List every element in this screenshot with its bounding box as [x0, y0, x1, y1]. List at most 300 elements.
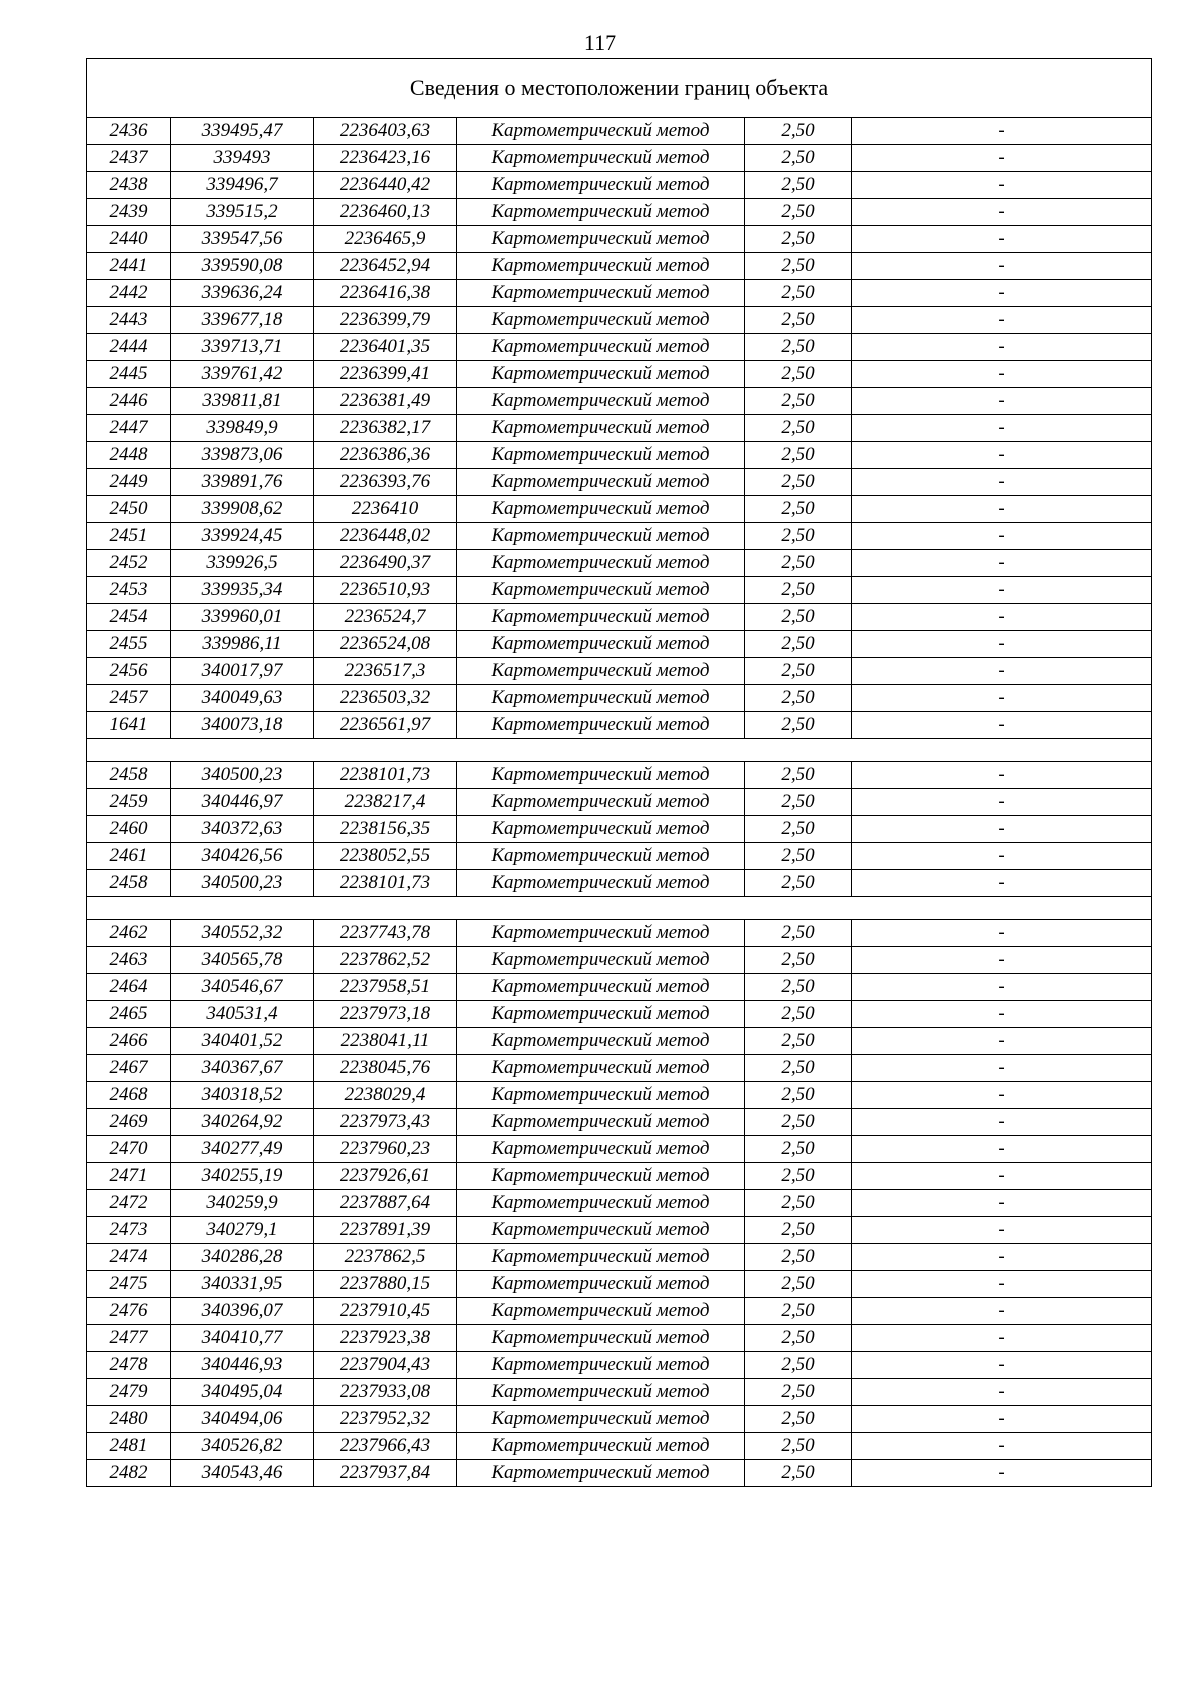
accuracy-cell: 2,50 [745, 843, 852, 870]
description-cell: - [852, 253, 1152, 280]
y-coordinate-cell: 2236399,41 [314, 361, 457, 388]
table-row [87, 577, 1152, 604]
y-coordinate-cell: 2237904,43 [314, 1352, 457, 1379]
x-coordinate-cell: 340279,1 [171, 1217, 314, 1244]
point-number-cell: 2474 [87, 1244, 171, 1271]
y-coordinate-cell: 2237743,78 [314, 920, 457, 947]
point-number-cell: 2482 [87, 1460, 171, 1487]
method-cell: Картометрический метод [457, 658, 745, 685]
description-cell: - [852, 1001, 1152, 1028]
description-cell: - [852, 712, 1152, 739]
table-row [87, 658, 1152, 685]
method-cell: Картометрический метод [457, 1433, 745, 1460]
method-cell: Картометрический метод [457, 604, 745, 631]
description-cell: - [852, 1190, 1152, 1217]
description-cell: - [852, 685, 1152, 712]
y-coordinate-cell: 2236465,9 [314, 226, 457, 253]
method-cell: Картометрический метод [457, 361, 745, 388]
x-coordinate-cell: 340017,97 [171, 658, 314, 685]
table-row [87, 1244, 1152, 1271]
x-coordinate-cell: 340494,06 [171, 1406, 314, 1433]
accuracy-cell: 2,50 [745, 1325, 852, 1352]
method-cell: Картометрический метод [457, 145, 745, 172]
x-coordinate-cell: 340446,93 [171, 1352, 314, 1379]
accuracy-cell: 2,50 [745, 712, 852, 739]
point-number-cell: 2451 [87, 523, 171, 550]
description-cell: - [852, 577, 1152, 604]
accuracy-cell: 2,50 [745, 1217, 852, 1244]
y-coordinate-cell: 2237923,38 [314, 1325, 457, 1352]
table-row [87, 947, 1152, 974]
method-cell: Картометрический метод [457, 442, 745, 469]
accuracy-cell: 2,50 [745, 631, 852, 658]
point-number-cell: 2455 [87, 631, 171, 658]
accuracy-cell: 2,50 [745, 1082, 852, 1109]
y-coordinate-cell: 2238041,11 [314, 1028, 457, 1055]
point-number-cell: 2473 [87, 1217, 171, 1244]
accuracy-cell: 2,50 [745, 496, 852, 523]
point-number-cell: 2454 [87, 604, 171, 631]
description-cell: - [852, 870, 1152, 897]
accuracy-cell: 2,50 [745, 442, 852, 469]
method-cell: Картометрический метод [457, 1001, 745, 1028]
accuracy-cell: 2,50 [745, 1028, 852, 1055]
accuracy-cell: 2,50 [745, 1136, 852, 1163]
table-row [87, 1352, 1152, 1379]
table-row [87, 816, 1152, 843]
x-coordinate-cell: 340264,92 [171, 1109, 314, 1136]
point-number-cell: 2462 [87, 920, 171, 947]
x-coordinate-cell: 340495,04 [171, 1379, 314, 1406]
table-row [87, 604, 1152, 631]
y-coordinate-cell: 2236440,42 [314, 172, 457, 199]
description-cell: - [852, 1271, 1152, 1298]
method-cell: Картометрический метод [457, 1055, 745, 1082]
x-coordinate-cell: 339924,45 [171, 523, 314, 550]
method-cell: Картометрический метод [457, 789, 745, 816]
y-coordinate-cell: 2237973,18 [314, 1001, 457, 1028]
description-cell: - [852, 118, 1152, 145]
table-row [87, 496, 1152, 523]
table-row [87, 631, 1152, 658]
method-cell: Картометрический метод [457, 685, 745, 712]
x-coordinate-cell: 340318,52 [171, 1082, 314, 1109]
description-cell: - [852, 1298, 1152, 1325]
accuracy-cell: 2,50 [745, 172, 852, 199]
y-coordinate-cell: 2236423,16 [314, 145, 457, 172]
table-row [87, 870, 1152, 897]
table-row [87, 762, 1152, 789]
y-coordinate-cell: 2237937,84 [314, 1460, 457, 1487]
method-cell: Картометрический метод [457, 631, 745, 658]
point-number-cell: 2465 [87, 1001, 171, 1028]
description-cell: - [852, 1460, 1152, 1487]
point-number-cell: 2439 [87, 199, 171, 226]
y-coordinate-cell: 2236382,17 [314, 415, 457, 442]
y-coordinate-cell: 2237891,39 [314, 1217, 457, 1244]
accuracy-cell: 2,50 [745, 870, 852, 897]
accuracy-cell: 2,50 [745, 1352, 852, 1379]
table-row [87, 1190, 1152, 1217]
method-cell: Картометрический метод [457, 496, 745, 523]
method-cell: Картометрический метод [457, 226, 745, 253]
description-cell: - [852, 974, 1152, 1001]
x-coordinate-cell: 339713,71 [171, 334, 314, 361]
method-cell: Картометрический метод [457, 550, 745, 577]
accuracy-cell: 2,50 [745, 415, 852, 442]
method-cell: Картометрический метод [457, 334, 745, 361]
accuracy-cell: 2,50 [745, 577, 852, 604]
table-row [87, 1433, 1152, 1460]
x-coordinate-cell: 339515,2 [171, 199, 314, 226]
accuracy-cell: 2,50 [745, 361, 852, 388]
description-cell: - [852, 523, 1152, 550]
accuracy-cell: 2,50 [745, 1271, 852, 1298]
x-coordinate-cell: 339986,11 [171, 631, 314, 658]
y-coordinate-cell: 2238029,4 [314, 1082, 457, 1109]
description-cell: - [852, 1379, 1152, 1406]
x-coordinate-cell: 339849,9 [171, 415, 314, 442]
method-cell: Картометрический метод [457, 577, 745, 604]
point-number-cell: 2480 [87, 1406, 171, 1433]
accuracy-cell: 2,50 [745, 816, 852, 843]
page-number: 117 [583, 30, 617, 55]
y-coordinate-cell: 2236524,7 [314, 604, 457, 631]
point-number-cell: 2463 [87, 947, 171, 974]
table-row [87, 442, 1152, 469]
y-coordinate-cell: 2237966,43 [314, 1433, 457, 1460]
method-cell: Картометрический метод [457, 469, 745, 496]
table-row [87, 1271, 1152, 1298]
description-cell: - [852, 415, 1152, 442]
y-coordinate-cell: 2236503,32 [314, 685, 457, 712]
table-row [87, 920, 1152, 947]
x-coordinate-cell: 340277,49 [171, 1136, 314, 1163]
method-cell: Картометрический метод [457, 1217, 745, 1244]
table-row [87, 685, 1152, 712]
accuracy-cell: 2,50 [745, 1190, 852, 1217]
table-row [87, 974, 1152, 1001]
y-coordinate-cell: 2237952,32 [314, 1406, 457, 1433]
table-row [87, 388, 1152, 415]
x-coordinate-cell: 340531,4 [171, 1001, 314, 1028]
description-cell: - [852, 1082, 1152, 1109]
table-row [87, 226, 1152, 253]
table-row [87, 1082, 1152, 1109]
y-coordinate-cell: 2237958,51 [314, 974, 457, 1001]
accuracy-cell: 2,50 [745, 789, 852, 816]
y-coordinate-cell: 2236510,93 [314, 577, 457, 604]
table-row [87, 469, 1152, 496]
table-row [87, 1379, 1152, 1406]
point-number-cell: 2448 [87, 442, 171, 469]
description-cell: - [852, 762, 1152, 789]
method-cell: Картометрический метод [457, 816, 745, 843]
accuracy-cell: 2,50 [745, 388, 852, 415]
accuracy-cell: 2,50 [745, 145, 852, 172]
accuracy-cell: 2,50 [745, 253, 852, 280]
y-coordinate-cell: 2236460,13 [314, 199, 457, 226]
method-cell: Картометрический метод [457, 415, 745, 442]
table-row [87, 1460, 1152, 1487]
method-cell: Картометрический метод [457, 1163, 745, 1190]
y-coordinate-cell: 2238156,35 [314, 816, 457, 843]
description-cell: - [852, 1244, 1152, 1271]
point-number-cell: 2444 [87, 334, 171, 361]
y-coordinate-cell: 2236401,35 [314, 334, 457, 361]
x-coordinate-cell: 339873,06 [171, 442, 314, 469]
point-number-cell: 2438 [87, 172, 171, 199]
table-row [87, 415, 1152, 442]
point-number-cell: 2442 [87, 280, 171, 307]
description-cell: - [852, 1433, 1152, 1460]
description-cell: - [852, 816, 1152, 843]
description-cell: - [852, 145, 1152, 172]
x-coordinate-cell: 340367,67 [171, 1055, 314, 1082]
point-number-cell: 2469 [87, 1109, 171, 1136]
description-cell: - [852, 789, 1152, 816]
y-coordinate-cell: 2238052,55 [314, 843, 457, 870]
table-row [87, 334, 1152, 361]
accuracy-cell: 2,50 [745, 920, 852, 947]
point-number-cell: 2458 [87, 870, 171, 897]
x-coordinate-cell: 340565,78 [171, 947, 314, 974]
accuracy-cell: 2,50 [745, 1379, 852, 1406]
point-number-cell: 2475 [87, 1271, 171, 1298]
accuracy-cell: 2,50 [745, 1001, 852, 1028]
method-cell: Картометрический метод [457, 1109, 745, 1136]
method-cell: Картометрический метод [457, 280, 745, 307]
y-coordinate-cell: 2237933,08 [314, 1379, 457, 1406]
accuracy-cell: 2,50 [745, 199, 852, 226]
accuracy-cell: 2,50 [745, 1406, 852, 1433]
description-cell: - [852, 1136, 1152, 1163]
point-number-cell: 2476 [87, 1298, 171, 1325]
method-cell: Картометрический метод [457, 974, 745, 1001]
method-cell: Картометрический метод [457, 1298, 745, 1325]
x-coordinate-cell: 340049,63 [171, 685, 314, 712]
accuracy-cell: 2,50 [745, 658, 852, 685]
x-coordinate-cell: 339495,47 [171, 118, 314, 145]
table-row [87, 1136, 1152, 1163]
description-cell: - [852, 1028, 1152, 1055]
y-coordinate-cell: 2236448,02 [314, 523, 457, 550]
x-coordinate-cell: 339496,7 [171, 172, 314, 199]
method-cell: Картометрический метод [457, 870, 745, 897]
y-coordinate-cell: 2236517,3 [314, 658, 457, 685]
y-coordinate-cell: 2237887,64 [314, 1190, 457, 1217]
description-cell: - [852, 1325, 1152, 1352]
point-number-cell: 1641 [87, 712, 171, 739]
method-cell: Картометрический метод [457, 712, 745, 739]
table-header-row [87, 59, 1152, 118]
point-number-cell: 2466 [87, 1028, 171, 1055]
y-coordinate-cell: 2238101,73 [314, 870, 457, 897]
point-number-cell: 2477 [87, 1325, 171, 1352]
table-row [87, 789, 1152, 816]
x-coordinate-cell: 339891,76 [171, 469, 314, 496]
description-cell: - [852, 442, 1152, 469]
description-cell: - [852, 172, 1152, 199]
description-cell: - [852, 199, 1152, 226]
table-row [87, 199, 1152, 226]
point-number-cell: 2452 [87, 550, 171, 577]
accuracy-cell: 2,50 [745, 1055, 852, 1082]
description-cell: - [852, 469, 1152, 496]
point-number-cell: 2471 [87, 1163, 171, 1190]
table-row [87, 1163, 1152, 1190]
point-number-cell: 2478 [87, 1352, 171, 1379]
description-cell: - [852, 1055, 1152, 1082]
x-coordinate-cell: 340426,56 [171, 843, 314, 870]
accuracy-cell: 2,50 [745, 974, 852, 1001]
table-row [87, 1217, 1152, 1244]
x-coordinate-cell: 339677,18 [171, 307, 314, 334]
accuracy-cell: 2,50 [745, 1433, 852, 1460]
y-coordinate-cell: 2236381,49 [314, 388, 457, 415]
y-coordinate-cell: 2236403,63 [314, 118, 457, 145]
accuracy-cell: 2,50 [745, 334, 852, 361]
x-coordinate-cell: 340546,67 [171, 974, 314, 1001]
x-coordinate-cell: 340073,18 [171, 712, 314, 739]
y-coordinate-cell: 2237973,43 [314, 1109, 457, 1136]
point-number-cell: 2461 [87, 843, 171, 870]
method-cell: Картометрический метод [457, 307, 745, 334]
x-coordinate-cell: 340286,28 [171, 1244, 314, 1271]
spacer-row [87, 739, 1152, 762]
method-cell: Картометрический метод [457, 1325, 745, 1352]
accuracy-cell: 2,50 [745, 1109, 852, 1136]
y-coordinate-cell: 2238101,73 [314, 762, 457, 789]
point-number-cell: 2460 [87, 816, 171, 843]
x-coordinate-cell: 340500,23 [171, 762, 314, 789]
table-row [87, 523, 1152, 550]
point-number-cell: 2437 [87, 145, 171, 172]
method-cell: Картометрический метод [457, 762, 745, 789]
y-coordinate-cell: 2236386,36 [314, 442, 457, 469]
table-row [87, 172, 1152, 199]
description-cell: - [852, 334, 1152, 361]
table-row [87, 1298, 1152, 1325]
point-number-cell: 2470 [87, 1136, 171, 1163]
x-coordinate-cell: 339926,5 [171, 550, 314, 577]
point-number-cell: 2459 [87, 789, 171, 816]
method-cell: Картометрический метод [457, 1244, 745, 1271]
y-coordinate-cell: 2237862,52 [314, 947, 457, 974]
point-number-cell: 2449 [87, 469, 171, 496]
method-cell: Картометрический метод [457, 1460, 745, 1487]
method-cell: Картометрический метод [457, 172, 745, 199]
point-number-cell: 2441 [87, 253, 171, 280]
y-coordinate-cell: 2237880,15 [314, 1271, 457, 1298]
y-coordinate-cell: 2237862,5 [314, 1244, 457, 1271]
point-number-cell: 2481 [87, 1433, 171, 1460]
accuracy-cell: 2,50 [745, 118, 852, 145]
table-row [87, 1055, 1152, 1082]
point-number-cell: 2446 [87, 388, 171, 415]
description-cell: - [852, 388, 1152, 415]
y-coordinate-cell: 2238217,4 [314, 789, 457, 816]
point-number-cell: 2458 [87, 762, 171, 789]
table-row [87, 843, 1152, 870]
description-cell: - [852, 1109, 1152, 1136]
method-cell: Картометрический метод [457, 947, 745, 974]
description-cell: - [852, 920, 1152, 947]
accuracy-cell: 2,50 [745, 550, 852, 577]
table-row [87, 307, 1152, 334]
table-row [87, 712, 1152, 739]
accuracy-cell: 2,50 [745, 469, 852, 496]
x-coordinate-cell: 339960,01 [171, 604, 314, 631]
table-row [87, 1325, 1152, 1352]
accuracy-cell: 2,50 [745, 685, 852, 712]
y-coordinate-cell: 2237910,45 [314, 1298, 457, 1325]
y-coordinate-cell: 2236524,08 [314, 631, 457, 658]
y-coordinate-cell: 2236561,97 [314, 712, 457, 739]
point-number-cell: 2443 [87, 307, 171, 334]
x-coordinate-cell: 340552,32 [171, 920, 314, 947]
x-coordinate-cell: 340543,46 [171, 1460, 314, 1487]
x-coordinate-cell: 340446,97 [171, 789, 314, 816]
method-cell: Картометрический метод [457, 1136, 745, 1163]
method-cell: Картометрический метод [457, 118, 745, 145]
method-cell: Картометрический метод [457, 1352, 745, 1379]
method-cell: Картометрический метод [457, 920, 745, 947]
x-coordinate-cell: 339590,08 [171, 253, 314, 280]
description-cell: - [852, 307, 1152, 334]
x-coordinate-cell: 340372,63 [171, 816, 314, 843]
x-coordinate-cell: 339811,81 [171, 388, 314, 415]
table-title: Сведения о местоположении границ объекта [87, 59, 1152, 118]
y-coordinate-cell: 2236393,76 [314, 469, 457, 496]
x-coordinate-cell: 340259,9 [171, 1190, 314, 1217]
description-cell: - [852, 226, 1152, 253]
x-coordinate-cell: 340401,52 [171, 1028, 314, 1055]
table-row [87, 145, 1152, 172]
x-coordinate-cell: 340331,95 [171, 1271, 314, 1298]
description-cell: - [852, 1217, 1152, 1244]
spacer-cell [87, 897, 1152, 920]
description-cell: - [852, 280, 1152, 307]
method-cell: Картометрический метод [457, 1379, 745, 1406]
spacer-row [87, 897, 1152, 920]
point-number-cell: 2457 [87, 685, 171, 712]
method-cell: Картометрический метод [457, 523, 745, 550]
x-coordinate-cell: 340410,77 [171, 1325, 314, 1352]
x-coordinate-cell: 340396,07 [171, 1298, 314, 1325]
method-cell: Картометрический метод [457, 388, 745, 415]
table-row [87, 118, 1152, 145]
method-cell: Картометрический метод [457, 1271, 745, 1298]
accuracy-cell: 2,50 [745, 226, 852, 253]
point-number-cell: 2468 [87, 1082, 171, 1109]
point-number-cell: 2447 [87, 415, 171, 442]
method-cell: Картометрический метод [457, 843, 745, 870]
point-number-cell: 2440 [87, 226, 171, 253]
x-coordinate-cell: 339547,56 [171, 226, 314, 253]
y-coordinate-cell: 2236490,37 [314, 550, 457, 577]
point-number-cell: 2445 [87, 361, 171, 388]
x-coordinate-cell: 339935,34 [171, 577, 314, 604]
description-cell: - [852, 361, 1152, 388]
accuracy-cell: 2,50 [745, 1298, 852, 1325]
table-row [87, 550, 1152, 577]
accuracy-cell: 2,50 [745, 307, 852, 334]
x-coordinate-cell: 339761,42 [171, 361, 314, 388]
method-cell: Картометрический метод [457, 1082, 745, 1109]
accuracy-cell: 2,50 [745, 947, 852, 974]
y-coordinate-cell: 2237960,23 [314, 1136, 457, 1163]
